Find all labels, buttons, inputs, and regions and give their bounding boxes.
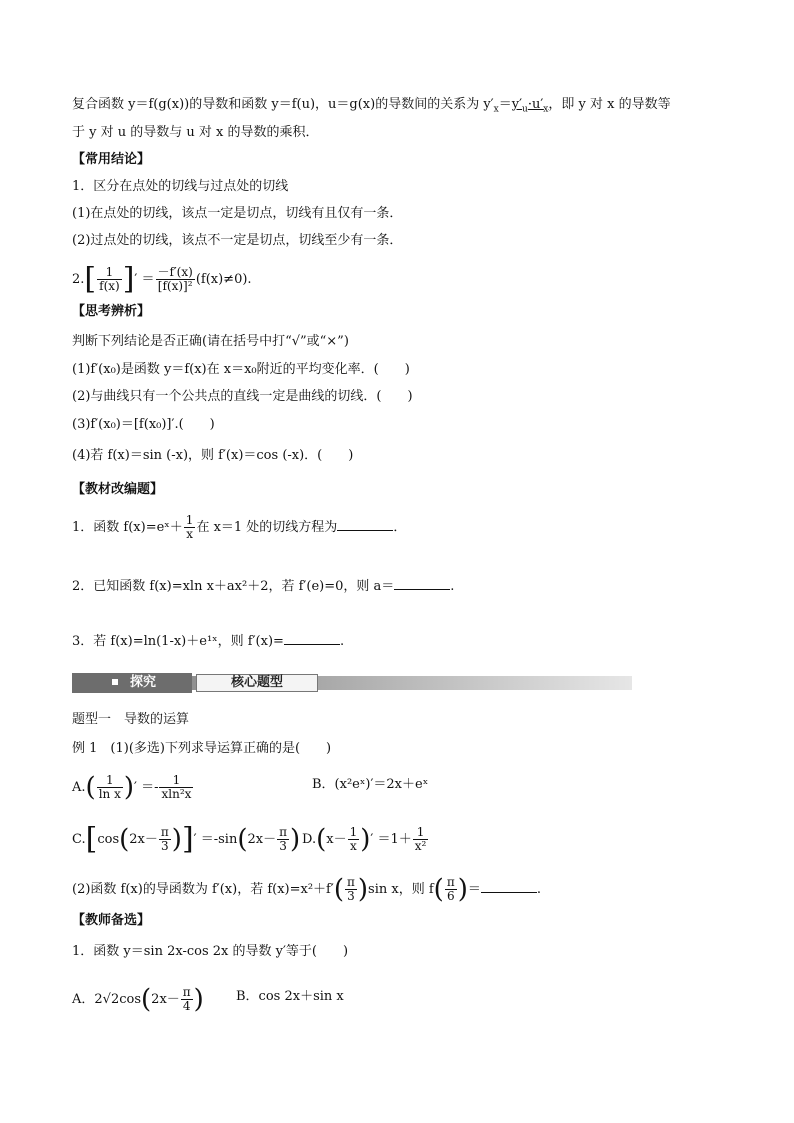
fraction: $\frac{\pi}{3}$	[346, 875, 355, 903]
fraction: $\frac{1}{\text{x²}}$	[414, 825, 427, 853]
option-c: C.[cos(2x－ $\frac{\pi}{3}$ )]′ ＝-sin(2x－ $\frac{\pi}{3}$ )	[72, 821, 301, 857]
fraction: $\frac{\pi}{6}$	[446, 875, 455, 903]
fraction: $\frac{\pi}{4}$	[182, 985, 191, 1013]
fraction: $\frac{1}{f(x)}$	[99, 265, 120, 293]
textbook-q2: 2．已知函数 f(x)=xln x＋ax²＋2，若 f′(e)=0，则 a＝ .	[72, 579, 455, 594]
fraction: $\frac{1}{\text{ln x}}$	[98, 773, 121, 801]
conclusion-item-1b: (2)过点处的切线，该点不一定是切点，切线至少有一条．	[72, 233, 403, 248]
thinking-intro: 判断下列结论是否正确(请在括号中打“√”或“×”)	[72, 334, 349, 349]
conclusion-item-2: 2.[ $\frac{1}{f(x)}$ ]′ ＝ $\frac{-f'(x)}{\text{[f(x)]²}}$ (f(x)≠0).	[72, 261, 252, 297]
square-icon	[112, 679, 118, 685]
conclusion-item-1a: (1)在点处的切线，该点一定是切点，切线有且仅有一条．	[72, 206, 403, 221]
fraction: $\frac{1}{x}$	[185, 513, 194, 541]
textbook-heading: 【教材改编题】	[72, 482, 164, 497]
thinking-q1: (1)f′(x₀)是函数 y＝f(x)在 x＝x₀附近的平均变化率．( )	[72, 362, 410, 377]
intro-eq: ＝	[498, 97, 512, 112]
teacher-heading: 【教师备选】	[72, 913, 151, 928]
fraction: $\frac{\pi}{3}$	[279, 825, 287, 853]
option-b: B．(x²eˣ)′＝2x＋eˣ	[312, 777, 429, 792]
option-d: D.(x－ $\frac{1}{x}$ )′ ＝1＋ $\frac{1}{\text{x²}}$	[302, 824, 427, 855]
fraction: $\frac{1}{x}$	[349, 825, 358, 853]
teacher-option-b: B．cos 2x＋sin x	[236, 989, 344, 1004]
banner-left: 探究	[72, 673, 192, 693]
example-1: 例 1 (1)(多选)下列求导运算正确的是( )	[72, 741, 332, 756]
thinking-q3: (3)f′(x₀)＝[f(x₀)]′.( )	[72, 417, 215, 432]
teacher-q1: 1．函数 y＝sin 2x-cos 2x 的导数 y′等于( )	[72, 944, 349, 959]
intro-line-2: 于 y 对 u 的导数与 u 对 x 的导数的乘积．	[72, 125, 319, 140]
answer-blank[interactable]	[481, 880, 537, 893]
option-a: A.( $\frac{1}{\text{ln x}}$ )′ ＝- $\frac{1}{\text{xln²x}}$	[72, 772, 192, 803]
thinking-heading: 【思考辨析】	[72, 304, 151, 319]
type1-title: 题型一 导数的运算	[72, 712, 190, 727]
answer-blank[interactable]	[337, 518, 393, 531]
textbook-q1: 1．函数 f(x)=eˣ＋ $\frac{1}{x}$ 在 x＝1 处的切线方程为 ．	[72, 513, 407, 541]
conclusion-item-1: 1．区分在点处的切线与过点处的切线	[72, 179, 289, 194]
intro-tail: ，即 y 对 x 的导数等	[548, 97, 671, 112]
fraction: $\frac{\pi}{3}$	[160, 825, 169, 853]
banner-right: 核心题型	[196, 674, 318, 692]
answer-blank[interactable]	[394, 577, 450, 590]
fraction: $\frac{1}{\text{xln²x}}$	[161, 773, 192, 801]
conclusions-heading: 【常用结论】	[72, 152, 151, 167]
intro-text: 复合函数 y＝f(g(x))的导数和函数 y＝f(u)，u＝g(x)的导数间的关系为 y′	[72, 97, 494, 112]
fraction: $\frac{-f'(x)}{\text{[f(x)]²}}$	[157, 265, 193, 293]
thinking-q4: (4)若 f(x)＝sin (-x)，则 f′(x)＝cos (-x)．( )	[72, 448, 354, 463]
example-1-part-2: (2)函数 f(x)的导函数为 f′(x)，若 f(x)=x²＋f′( $\frac{\pi}{3}$ )sin x，则 f( $\frac{\pi}{6}$ )＝ .	[72, 874, 542, 905]
intro-answer: $y'_u\cdot u'_x$	[511, 97, 549, 115]
intro-sub: x	[493, 104, 499, 115]
section-banner	[72, 673, 632, 693]
answer-blank[interactable]	[284, 632, 340, 645]
teacher-option-a: A．2√2cos(2x－ $\frac{\pi}{4}$ )	[72, 984, 204, 1015]
intro-line-1	[72, 96, 671, 119]
textbook-q3: 3．若 f(x)=ln(1-x)＋e¹ˣ，则 f′(x)= .	[72, 634, 345, 649]
thinking-q2: (2)与曲线只有一个公共点的直线一定是曲线的切线．( )	[72, 389, 413, 404]
